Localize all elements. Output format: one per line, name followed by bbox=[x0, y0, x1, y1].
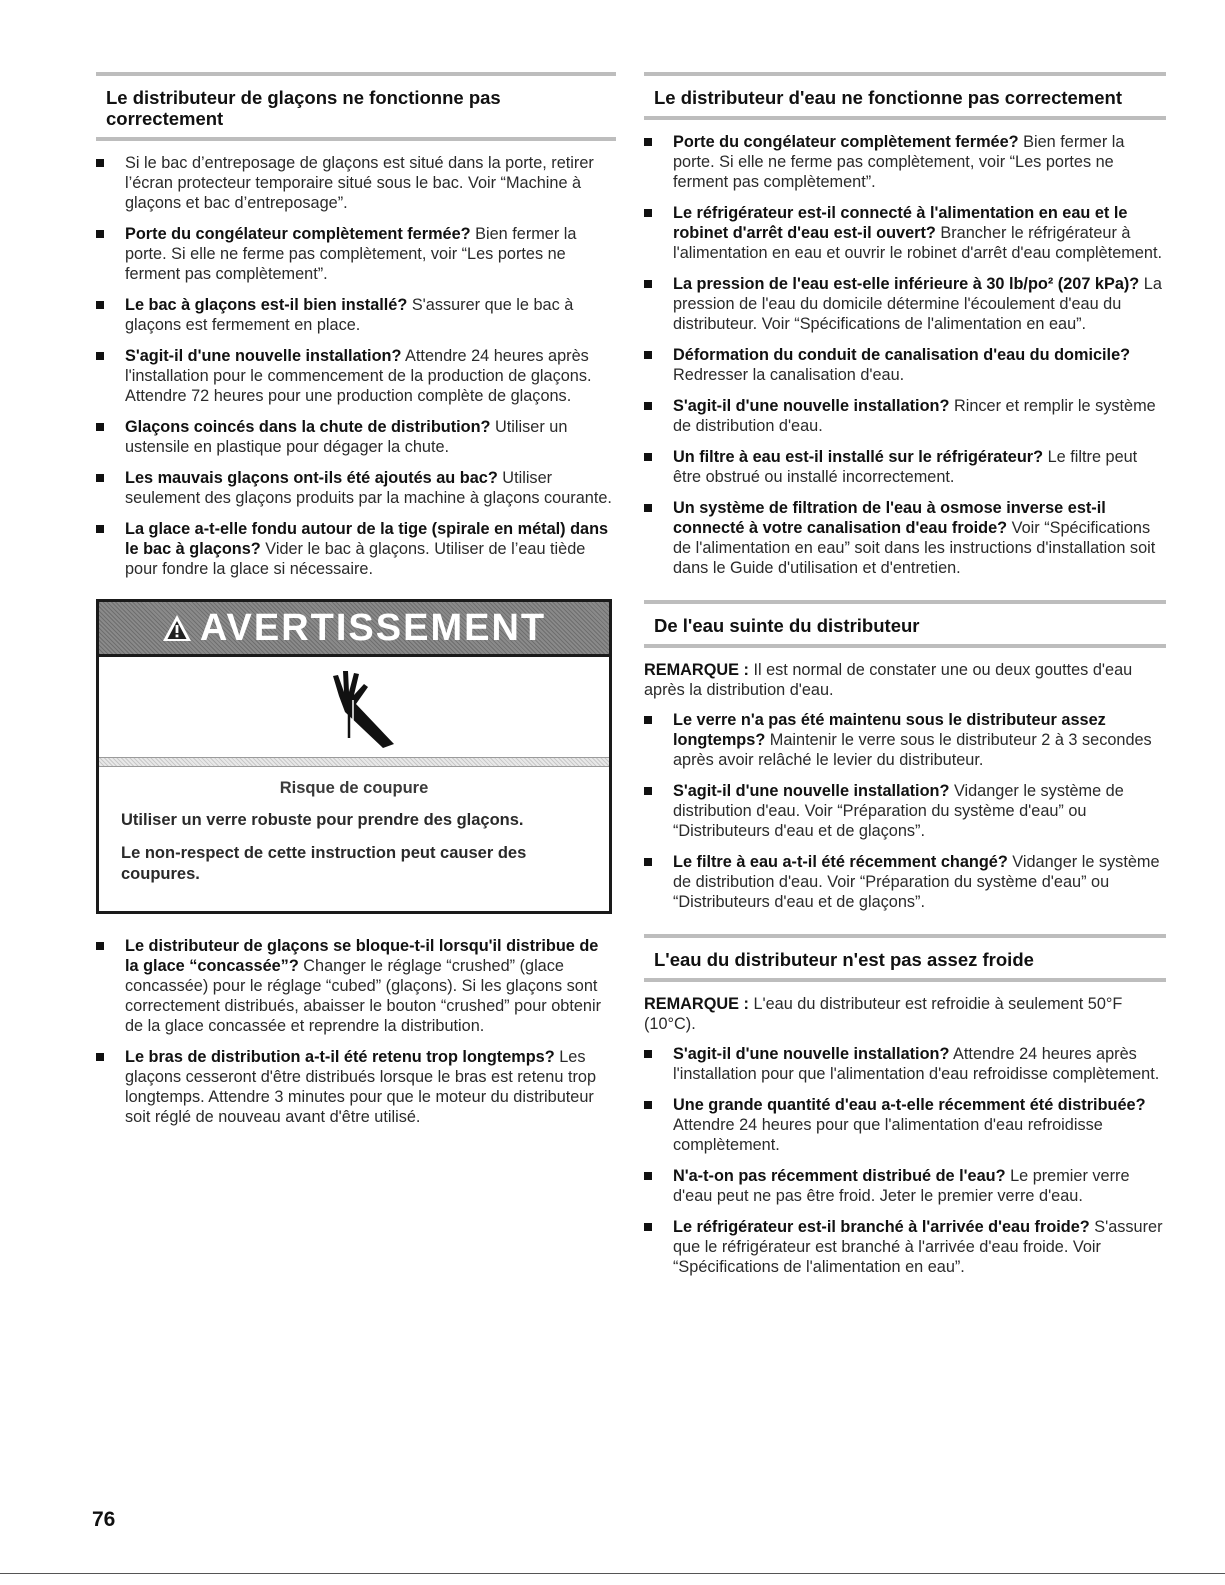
warning-box bbox=[96, 599, 612, 914]
item-list bbox=[96, 153, 616, 579]
section-header bbox=[644, 72, 1166, 120]
item-list bbox=[644, 710, 1166, 912]
warning-triangle-icon bbox=[162, 614, 192, 642]
list-item: La pression de l'eau est-elle inférieure à 30 lb/po² (207 kPa)? La pression de l'eau du domicile détermine l'écoulement d'eau du distributeur. Voir “Spécifications de l'alimentation en eau”. bbox=[644, 274, 1166, 334]
bullet-icon bbox=[96, 942, 104, 950]
list-item: Si le bac d’entreposage de glaçons est situé dans la porte, retirer l’écran protecteur temporaire situé sous le bac. Voir “Machine à glaçons et bac d’entreposage”. bbox=[96, 153, 616, 213]
bullet-icon bbox=[96, 474, 104, 482]
list-item: N'a-t-on pas récemment distribué de l'eau? Le premier verre d'eau peut ne pas être froid. Jeter le premier verre d'eau. bbox=[644, 1166, 1166, 1206]
warning-title: AVERTISSEMENT bbox=[199, 606, 547, 649]
section-header bbox=[96, 72, 616, 141]
bullet-icon bbox=[96, 230, 104, 238]
list-item: Porte du congélateur complètement fermée? Bien fermer la porte. Si elle ne ferme pas complètement, voir “Les portes ne ferment pas complètement”. bbox=[96, 224, 616, 284]
bullet-icon bbox=[644, 280, 652, 288]
bullet-icon bbox=[96, 159, 104, 167]
bottom-rule bbox=[0, 1573, 1225, 1574]
list-item: Un filtre à eau est-il installé sur le réfrigérateur? Le filtre peut être obstrué ou installé incorrectement. bbox=[644, 447, 1166, 487]
section-header bbox=[644, 934, 1166, 982]
warning-consequence: Le non-respect de cette instruction peut causer des coupures. bbox=[121, 844, 527, 883]
section-title: Le distributeur d'eau ne fonctionne pas correctement bbox=[654, 87, 1123, 108]
note: REMARQUE : L'eau du distributeur est refroidie à seulement 50°F (10°C). bbox=[644, 995, 1123, 1033]
warning-instruction: Utiliser un verre robuste pour prendre des glaçons. bbox=[121, 811, 524, 829]
note: REMARQUE : Il est normal de constater une ou deux gouttes d'eau après la distribution d'eau. bbox=[644, 661, 1133, 699]
right-column bbox=[644, 72, 1166, 1288]
list-item: Le réfrigérateur est-il connecté à l'alimentation en eau et le robinet d'arrêt d'eau est-il ouvert? Brancher le réfrigérateur à l'alimentation en eau et ouvrir le robinet d'arrêt d'eau complètement. bbox=[644, 203, 1166, 263]
section-title: De l'eau suinte du distributeur bbox=[654, 615, 920, 636]
section-header bbox=[644, 600, 1166, 648]
list-item: Déformation du conduit de canalisation d'eau du domicile? Redresser la canalisation d'eau. bbox=[644, 345, 1166, 385]
list-item: Un système de filtration de l'eau à osmose inverse est-il connecté à votre canalisation d'eau froide? Voir “Spécifications de l'alimentation en eau” soit dans les instructions d'installation soit dans le Guide d'utilisation et d'entretien. bbox=[644, 498, 1166, 578]
warning-banner bbox=[99, 602, 609, 657]
item-list bbox=[644, 1044, 1166, 1277]
list-item: S'agit-il d'une nouvelle installation? Vidanger le système de distribution d'eau. Voir “Préparation du système d'eau” ou “Distributeurs d'eau et de glaçons”. bbox=[644, 781, 1166, 841]
cut-hand-icon bbox=[309, 662, 399, 752]
bullet-icon bbox=[96, 301, 104, 309]
list-item: La glace a-t-elle fondu autour de la tige (spirale en métal) dans le bac à glaçons? Vider le bac à glaçons. Utiliser de l’eau tiède pour fondre la glace si nécessaire. bbox=[96, 519, 616, 579]
list-item: Les mauvais glaçons ont-ils été ajoutés au bac? Utiliser seulement des glaçons produits par la machine à glaçons courante. bbox=[96, 468, 616, 508]
list-item: S'agit-il d'une nouvelle installation? Attendre 24 heures après l'installation pour le commencement de la production de glaçons. Attendre 72 heures pour une production complète de glaçons. bbox=[96, 346, 616, 406]
list-item: Le bras de distribution a-t-il été retenu trop longtemps? Les glaçons cesseront d'être distribués lorsque le bras est retenu trop longtemps. Attendre 3 minutes pour que le moteur du distributeur soit réglé de nouveau avant d'être utilisé. bbox=[96, 1047, 616, 1127]
bullet-icon bbox=[644, 138, 652, 146]
item-list bbox=[96, 936, 616, 1127]
bullet-icon bbox=[644, 1050, 652, 1058]
bullet-icon bbox=[644, 716, 652, 724]
bullet-icon bbox=[644, 787, 652, 795]
bullet-icon bbox=[644, 1101, 652, 1109]
bullet-icon bbox=[644, 1172, 652, 1180]
page-number: 76 bbox=[92, 1508, 116, 1531]
bullet-icon bbox=[644, 858, 652, 866]
list-item: Une grande quantité d'eau a-t-elle récemment été distribuée? Attendre 24 heures pour que l'alimentation d'eau refroidisse complètement. bbox=[644, 1095, 1166, 1155]
list-item: Le filtre à eau a-t-il été récemment changé? Vidanger le système de distribution d'eau. Voir “Préparation du système d'eau” ou “Distributeurs d'eau et de glaçons”. bbox=[644, 852, 1166, 912]
bullet-icon bbox=[96, 1053, 104, 1061]
item-list bbox=[644, 132, 1166, 578]
bullet-icon bbox=[96, 352, 104, 360]
left-column bbox=[96, 72, 616, 1138]
warning-risk: Risque de coupure bbox=[279, 779, 429, 797]
bullet-icon bbox=[644, 504, 652, 512]
bullet-icon bbox=[96, 423, 104, 431]
bullet-icon bbox=[96, 525, 104, 533]
list-item: S'agit-il d'une nouvelle installation? Attendre 24 heures après l'installation pour que l'alimentation d'eau refroidisse complètement. bbox=[644, 1044, 1166, 1084]
list-item: S'agit-il d'une nouvelle installation? Rincer et remplir le système de distribution d'eau. bbox=[644, 396, 1166, 436]
bullet-icon bbox=[644, 1223, 652, 1231]
section-title: Le distributeur de glaçons ne fonctionne pas correctement bbox=[106, 87, 501, 129]
list-item: Porte du congélateur complètement fermée? Bien fermer la porte. Si elle ne ferme pas complètement, voir “Les portes ne ferment pas complètement”. bbox=[644, 132, 1166, 192]
list-item: Glaçons coincés dans la chute de distribution? Utiliser un ustensile en plastique pour dégager la chute. bbox=[96, 417, 616, 457]
section-title: L'eau du distributeur n'est pas assez froide bbox=[654, 949, 1034, 970]
bullet-icon bbox=[644, 453, 652, 461]
bullet-icon bbox=[644, 351, 652, 359]
bullet-icon bbox=[644, 402, 652, 410]
bullet-icon bbox=[644, 209, 652, 217]
list-item: Le bac à glaçons est-il bien installé? S'assurer que le bac à glaçons est fermement en place. bbox=[96, 295, 616, 335]
list-item: Le réfrigérateur est-il branché à l'arrivée d'eau froide? S'assurer que le réfrigérateur est branché à l'arrivée d'eau froide. Voir “Spécifications de l'alimentation en eau”. bbox=[644, 1217, 1166, 1277]
list-item: Le distributeur de glaçons se bloque-t-il lorsqu'il distribue de la glace “concassée”? Changer le réglage “crushed” (glace concassée) pour le réglage “cubed” (glaçons). Si les glaçons sont correctement distribués, abaisser le bouton “crushed” pour obtenir de la glace concassée et reprendre la distribution. bbox=[96, 936, 616, 1036]
list-item: Le verre n'a pas été maintenu sous le distributeur assez longtemps? Maintenir le verre sous le distributeur 2 à 3 secondes après avoir relâché le levier du distributeur. bbox=[644, 710, 1166, 770]
